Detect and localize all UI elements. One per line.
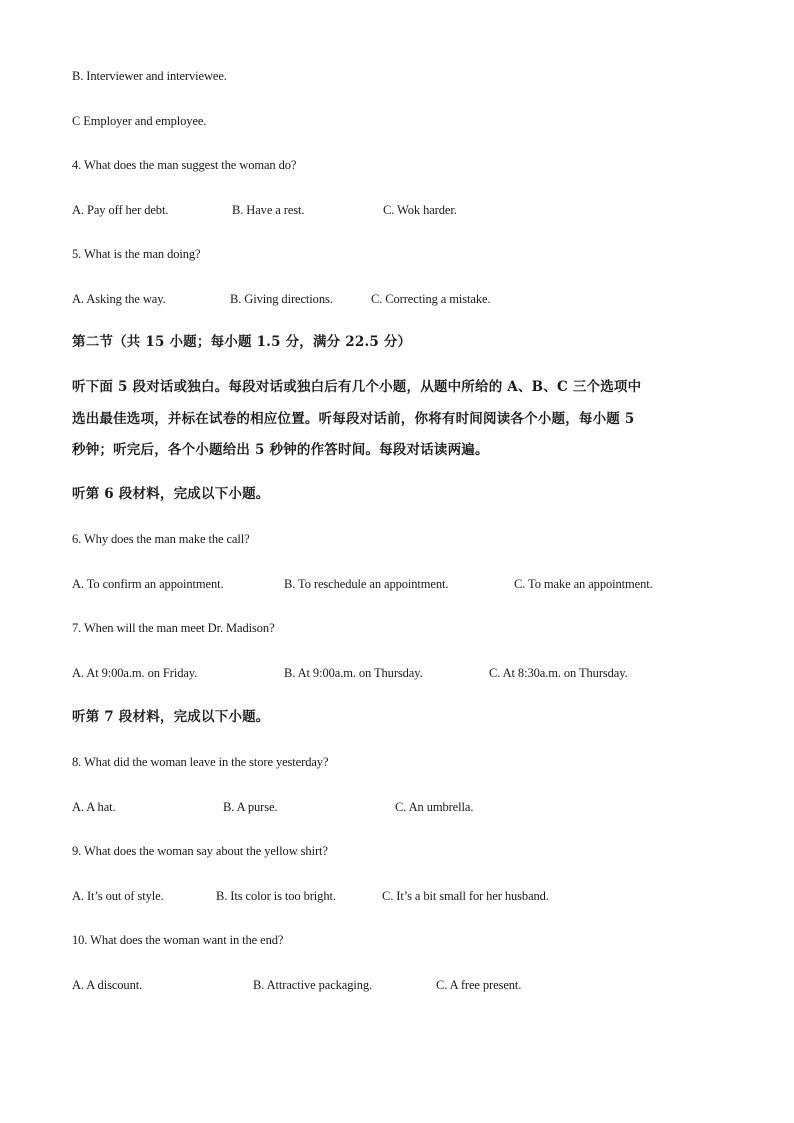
option-5a: A. Asking the way.	[72, 292, 166, 306]
instructions-line-2: 选出最佳选项，并标在试卷的相应位置。听每段对话前，你将有时间阅读各个小题，每小题 5	[72, 411, 635, 427]
instructions-line-1: 听下面 5 段对话或独白。每段对话或独白后有几个小题，从题中所给的 A、B、C 三个选项中	[72, 379, 642, 395]
question-9-options	[72, 888, 722, 904]
section-2-heading: 第二节（共 15 小题；每小题 1.5 分，满分 22.5 分）	[72, 334, 412, 350]
option-6a: A. To confirm an appointment.	[72, 577, 224, 591]
question-7-options	[72, 665, 722, 681]
question-8: 8. What did the woman leave in the store yesterday?	[72, 755, 329, 769]
option-8a: A. A hat.	[72, 800, 116, 814]
question-6-options	[72, 576, 722, 592]
question-4: 4. What does the man suggest the woman do?	[72, 158, 297, 172]
question-7: 7. When will the man meet Dr. Madison?	[72, 621, 275, 635]
option-7c: C. At 8:30a.m. on Thursday.	[489, 666, 628, 680]
option-4a: A. Pay off her debt.	[72, 203, 169, 217]
option-7b: B. At 9:00a.m. on Thursday.	[284, 666, 423, 680]
question-5: 5. What is the man doing?	[72, 247, 201, 261]
question-9: 9. What does the woman say about the yellow shirt?	[72, 844, 328, 858]
question-8-options	[72, 799, 722, 815]
option-9a: A. It’s out of style.	[72, 889, 164, 903]
option-5c: C. Correcting a mistake.	[371, 292, 491, 306]
option-7a: A. At 9:00a.m. on Friday.	[72, 666, 198, 680]
option-4c: C. Wok harder.	[383, 203, 457, 217]
option-9b: B. Its color is too bright.	[216, 889, 336, 903]
question-6: 6. Why does the man make the call?	[72, 532, 250, 546]
material-7-heading: 听第 7 段材料，完成以下小题。	[72, 709, 270, 725]
question-5-options	[72, 291, 722, 307]
option-6c: C. To make an appointment.	[514, 577, 653, 591]
option-10c: C. A free present.	[436, 978, 522, 992]
option-8c: C. An umbrella.	[395, 800, 474, 814]
option-5b: B. Giving directions.	[230, 292, 333, 306]
instructions-line-3: 秒钟；听完后，各个小题给出 5 秒钟的作答时间。每段对话读两遍。	[72, 442, 489, 458]
option-4b: B. Have a rest.	[232, 203, 305, 217]
option-3b: B. Interviewer and interviewee.	[72, 69, 227, 83]
option-6b: B. To reschedule an appointment.	[284, 577, 449, 591]
option-8b: B. A purse.	[223, 800, 278, 814]
question-4-options	[72, 202, 722, 218]
question-10-options	[72, 977, 722, 993]
material-6-heading: 听第 6 段材料，完成以下小题。	[72, 486, 270, 502]
question-10: 10. What does the woman want in the end?	[72, 933, 284, 947]
option-9c: C. It’s a bit small for her husband.	[382, 889, 549, 903]
option-10b: B. Attractive packaging.	[253, 978, 373, 992]
option-10a: A. A discount.	[72, 978, 143, 992]
option-3c: C Employer and employee.	[72, 114, 207, 128]
